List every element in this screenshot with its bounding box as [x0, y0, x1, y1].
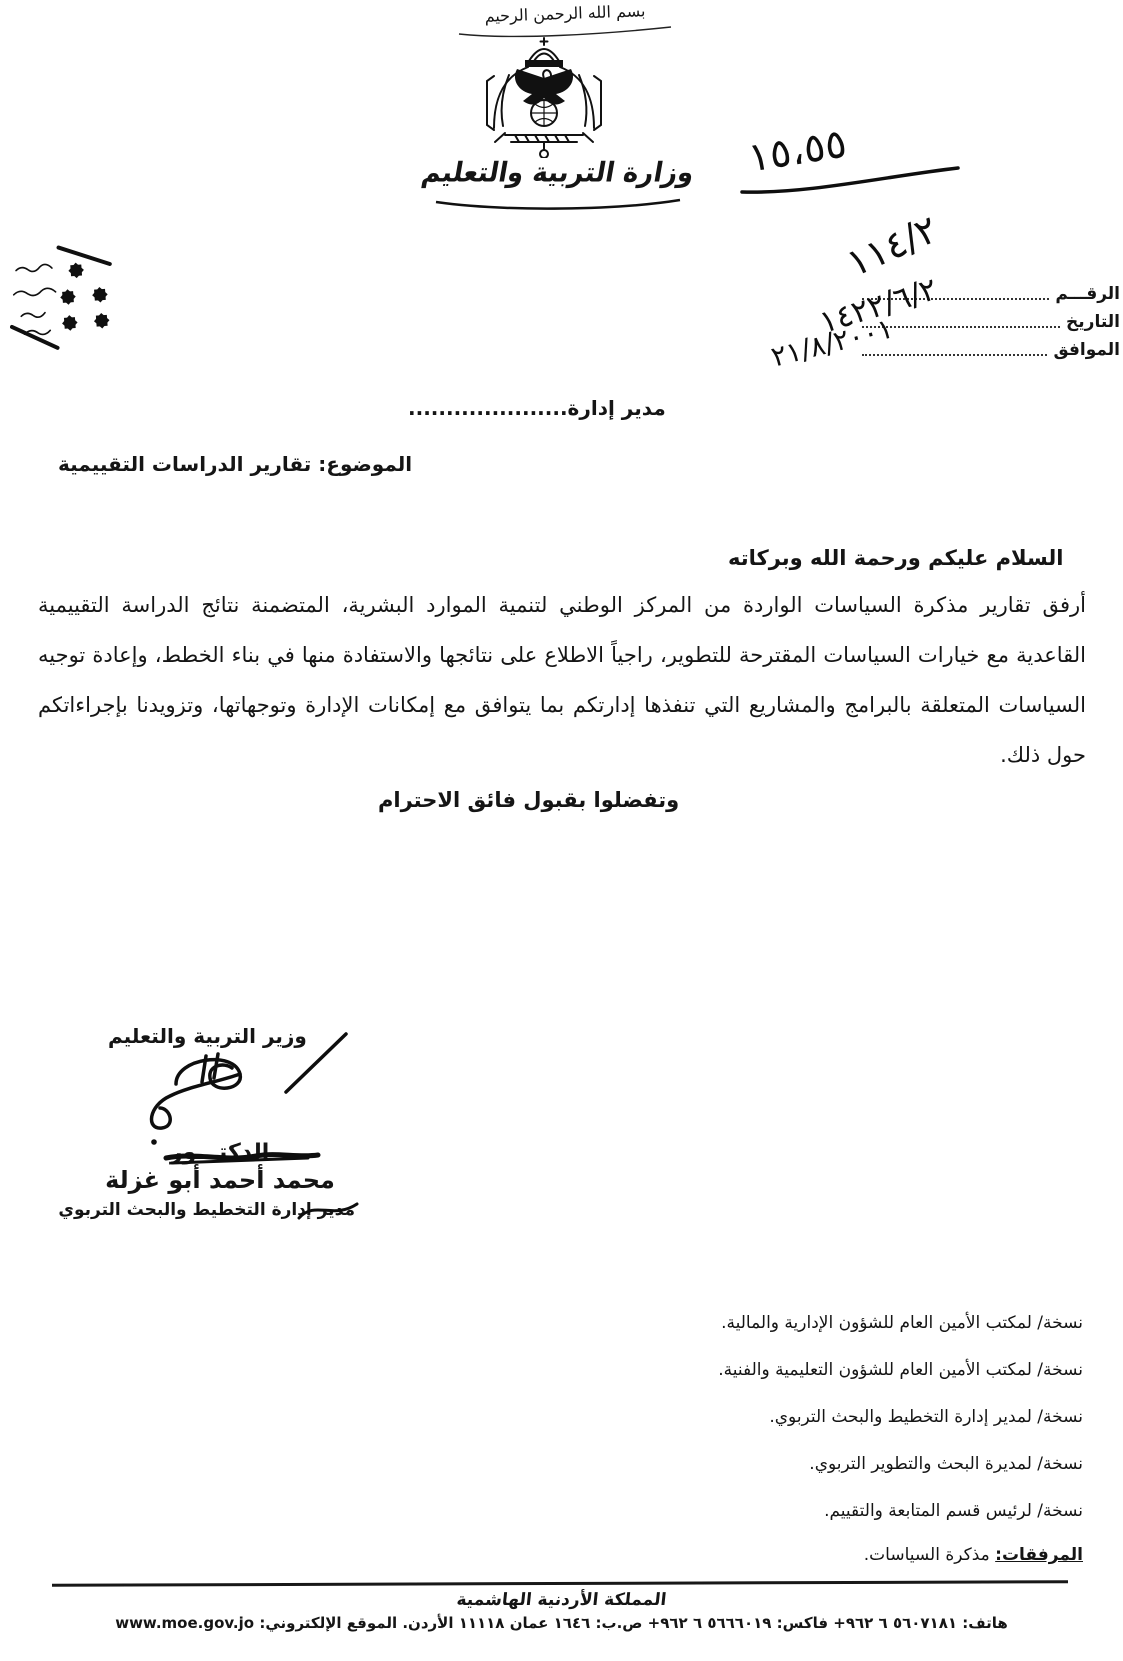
- attachments-value: مذكرة السياسات.: [863, 1545, 996, 1565]
- closing-line: وتفضلوا بقبول فائق الاحترام: [378, 788, 680, 812]
- cc-list: [543, 1300, 1083, 1575]
- footer-contact-info: هاتف: ٥٦٠٧١٨١ ٦ ٩٦٢+ فاكس: ٥٦٦٦٠١٩ ٦ ٩٦٢+ ص.ب: ١٦٤٦ عمان ١١١١٨ الأردن. الموقع الإلكتروني: www.moe.gov.jo: [115, 1614, 1008, 1632]
- ministry-name-calligraphy: وزارة التربية والتعليم: [419, 157, 697, 189]
- handwritten-gregorian-date: ٢١/٨/٢٠٠١: [767, 311, 897, 374]
- kingdom-name: المملكة الأردنية الهاشمية: [455, 1590, 668, 1610]
- handwritten-hijri-date: ١٤٢٢/٦/٢: [815, 271, 942, 341]
- cc-item: نسخة/ لمديرة البحث والتطوير التربوي.: [809, 1454, 1083, 1474]
- handwritten-amount-underline: [738, 160, 963, 200]
- ministry-name-flourish: [428, 196, 688, 212]
- signer-honorific: الدكتـــور: [170, 1140, 270, 1165]
- signer-title: وزير التربية والتعليم: [108, 1024, 307, 1048]
- attachments-line: [543, 1535, 1083, 1575]
- reference-number-label: الرقـــم: [1055, 284, 1120, 304]
- role-handwritten-scribble: [295, 1196, 361, 1224]
- attachments-label: المرفقات:: [995, 1545, 1083, 1565]
- cc-item: نسخة/ لرئيس قسم المتابعة والتقييم.: [824, 1501, 1083, 1521]
- reference-corresponding-dotted-line: [862, 353, 1047, 356]
- bismillah-calligraphy: بسم الله الرحمن الرحيم: [484, 1, 646, 26]
- subject-line: الموضوع: تقارير الدراسات التقييمية: [58, 452, 413, 476]
- office-stamp: [4, 239, 131, 355]
- addressee-line: مدير إدارة.....................: [408, 396, 666, 420]
- greeting-line: السلام عليكم ورحمة الله وبركاته: [728, 546, 1064, 570]
- jordan-coat-of-arms: [463, 34, 625, 158]
- signer-role: مدير إدارة التخطيط والبحث التربوي: [58, 1200, 355, 1220]
- footer-divider: [52, 1580, 1068, 1587]
- reference-date-label: التاريخ: [1066, 312, 1120, 332]
- reference-corresponding-label: الموافق: [1053, 340, 1120, 360]
- cc-item: نسخة/ لمدير إدارة التخطيط والبحث التربوي.: [769, 1407, 1083, 1427]
- signer-name: محمد أحمد أبو غزلة: [105, 1166, 335, 1194]
- cc-item: نسخة/ لمكتب الأمين العام للشؤون الإدارية والمالية.: [721, 1313, 1083, 1333]
- letter-body: أرفق تقارير مذكرة السياسات الواردة من المركز الوطني لتنمية الموارد البشرية، المتضمنة نتائج الدراسة التقييمية القاعدية مع خيارات السياسات المقترحة للتطوير، راجياً الاطلاع على نتائجها والاستفادة منها في بناء الخطط، وإعادة توجيه السياسات المتعلقة بالبرامج والمشاريع التي تنفذها إدارتكم بما يتوافق مع إمكانات الإدارة وتوجهاتها، وتزويدنا بإجراءاتكم حول ذلك.: [38, 593, 1086, 767]
- handwritten-reference-number: ١١٤/٢: [840, 206, 945, 286]
- cc-item: نسخة/ لمكتب الأمين العام للشؤون التعليمية والفنية.: [718, 1360, 1083, 1380]
- handwritten-amount: ١٥،٥٥: [745, 120, 850, 182]
- minister-signature: [118, 1016, 358, 1156]
